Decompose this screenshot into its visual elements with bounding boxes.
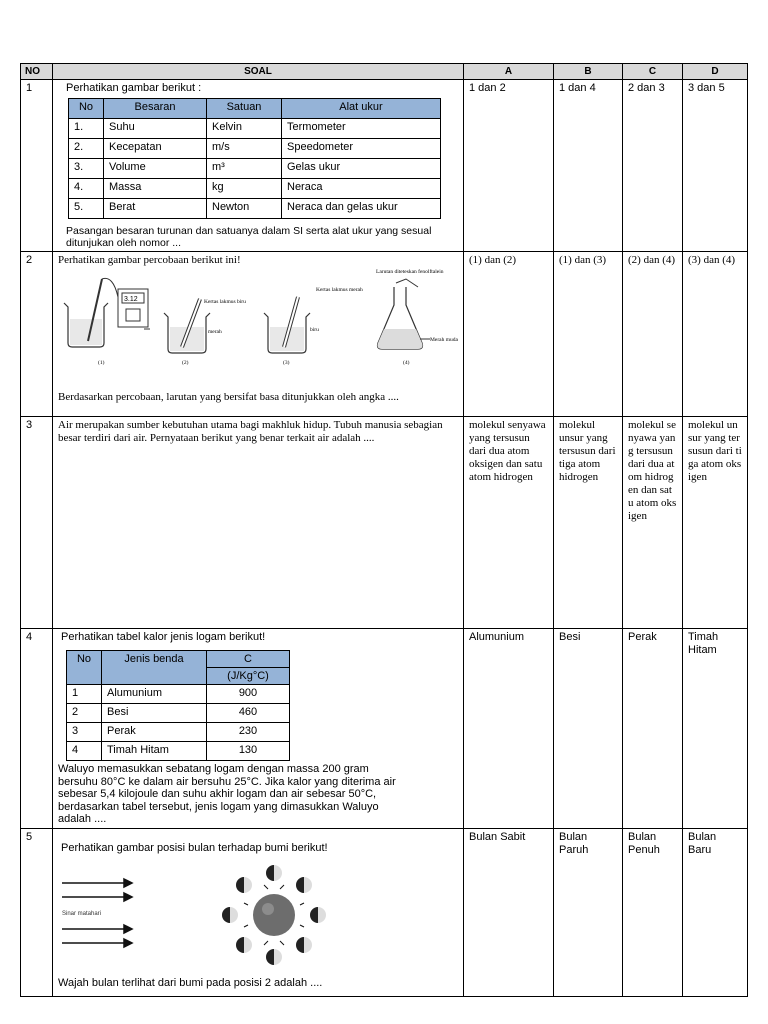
heat-table-header: C xyxy=(207,651,290,668)
question-line: adalah .... xyxy=(58,813,107,825)
option-a: Alumunium xyxy=(464,629,554,829)
header-d: D xyxy=(683,64,748,80)
table-cell: m/s xyxy=(207,139,282,159)
table-cell: Termometer xyxy=(282,119,441,139)
table-cell: 1 xyxy=(67,685,102,704)
table-cell: 1. xyxy=(69,119,104,139)
table-cell: Kelvin xyxy=(207,119,282,139)
table-cell: Besi xyxy=(102,704,207,723)
table-cell: Massa xyxy=(104,179,207,199)
header-soal: SOAL xyxy=(53,64,464,80)
units-table-header: Alat ukur xyxy=(282,99,441,119)
question-intro: Perhatikan gambar percobaan berikut ini! xyxy=(58,254,241,266)
heat-table-header: No xyxy=(67,651,102,685)
question-content: Air merupakan sumber kebutuhan utama bagi makhluk hidup. Tubuh manusia sebagian besar terdiri dari air. Pernyataan berikut yang benar terkait air adalah .... xyxy=(53,417,464,629)
table-row xyxy=(69,199,441,219)
label-kertas-biru: Kertas lakmus biru xyxy=(204,299,246,305)
label-larutan: Larutan diteteskan fenolftalein xyxy=(376,269,444,275)
table-row xyxy=(69,119,441,139)
table-cell: Alumunium xyxy=(102,685,207,704)
question-row-3 xyxy=(21,417,748,629)
question-number: 5 xyxy=(21,828,53,996)
table-cell: Berat xyxy=(104,199,207,219)
option-a: Bulan Sabit xyxy=(464,828,554,996)
label-merah-muda: Merah muda xyxy=(430,337,458,343)
table-cell: 460 xyxy=(207,704,290,723)
table-cell: 2 xyxy=(67,704,102,723)
option-b: (1) dan (3) xyxy=(554,252,623,417)
question-content xyxy=(53,629,464,829)
question-line: Waluyo memasukkan sebatang logam dengan massa 200 gram xyxy=(58,763,369,775)
table-cell: Speedometer xyxy=(282,139,441,159)
option-b: 1 dan 4 xyxy=(554,80,623,252)
option-c: Bulan Penuh xyxy=(623,828,683,996)
option-a: 1 dan 2 xyxy=(464,80,554,252)
question-intro: Perhatikan tabel kalor jenis logam berikut! xyxy=(61,631,266,643)
header-b: B xyxy=(554,64,623,80)
question-content xyxy=(53,828,464,996)
question-row-2 xyxy=(21,252,748,417)
question-intro: Perhatikan gambar posisi bulan terhadap bumi berikut! xyxy=(61,841,328,854)
table-cell: Perak xyxy=(102,723,207,742)
question-table xyxy=(20,63,748,997)
question-row-4 xyxy=(21,629,748,829)
table-cell: Neraca dan gelas ukur xyxy=(282,199,441,219)
table-cell: 130 xyxy=(207,742,290,761)
option-d: Timah Hitam xyxy=(683,629,748,829)
label-merah: merah xyxy=(208,329,222,335)
table-cell: Neraca xyxy=(282,179,441,199)
header-no: NO xyxy=(21,64,53,80)
table-cell: 4 xyxy=(67,742,102,761)
heat-table xyxy=(66,650,290,761)
option-d: (3) dan (4) xyxy=(683,252,748,417)
option-a: (1) dan (2) xyxy=(464,252,554,417)
option-d: 3 dan 5 xyxy=(683,80,748,252)
label-n1: (1) xyxy=(98,360,105,366)
table-row xyxy=(69,159,441,179)
meter-reading: 3.12 xyxy=(124,296,138,303)
flask-4 xyxy=(376,268,458,349)
units-table xyxy=(68,98,441,219)
heat-table-header: (J/Kg°C) xyxy=(207,668,290,685)
option-c: Perak xyxy=(623,629,683,829)
option-c: 2 dan 3 xyxy=(623,80,683,252)
table-cell: 4. xyxy=(69,179,104,199)
header-c: C xyxy=(623,64,683,80)
experiment-figure xyxy=(58,267,458,369)
question-content xyxy=(53,252,464,417)
option-d: Bulan Baru xyxy=(683,828,748,996)
moon-phase-figure xyxy=(58,855,458,975)
question-line: sebesar 5,4 kilojoule dan suhu akhir logam dan air sebesar 50°C, xyxy=(58,788,377,800)
table-cell: Newton xyxy=(207,199,282,219)
question-line: berdasarkan tabel tersebut, jenis logam yang dimasukkan Waluyo xyxy=(58,800,379,813)
question-row-1 xyxy=(21,80,748,252)
table-cell: 3. xyxy=(69,159,104,179)
question-text xyxy=(58,763,458,826)
beaker-2 xyxy=(164,299,246,353)
table-cell: 900 xyxy=(207,685,290,704)
table-row xyxy=(67,723,290,742)
option-c: (2) dan (4) xyxy=(623,252,683,417)
table-row xyxy=(67,685,290,704)
header-row xyxy=(21,64,748,80)
question-intro: Perhatikan gambar berikut : xyxy=(66,82,202,94)
question-number: 2 xyxy=(21,252,53,417)
units-table-header: No xyxy=(69,99,104,119)
label-n2: (2) xyxy=(182,360,189,366)
table-cell: Volume xyxy=(104,159,207,179)
question-number: 3 xyxy=(21,417,53,629)
table-cell: 230 xyxy=(207,723,290,742)
table-cell: m³ xyxy=(207,159,282,179)
table-cell: Kecepatan xyxy=(104,139,207,159)
table-cell: 5. xyxy=(69,199,104,219)
table-row xyxy=(69,139,441,159)
question-text: Wajah bulan terlihat dari bumi pada posisi 2 adalah .... xyxy=(58,976,323,989)
label-n4: (4) xyxy=(403,360,410,366)
earth xyxy=(253,894,295,936)
question-number: 1 xyxy=(21,80,53,252)
question-row-5 xyxy=(21,828,748,996)
option-b: molekul unsur yang tersusun dari tiga atom hidrogen xyxy=(554,417,623,629)
option-d: molekul unsur yang tersusun dari tiga atom oksigen xyxy=(683,417,748,629)
question-text: Berdasarkan percobaan, larutan yang bersifat basa ditunjukkan oleh angka .... xyxy=(58,391,399,403)
table-cell: Suhu xyxy=(104,119,207,139)
table-cell: Gelas ukur xyxy=(282,159,441,179)
label-n3: (3) xyxy=(283,360,290,366)
units-table-header: Besaran xyxy=(104,99,207,119)
table-cell: kg xyxy=(207,179,282,199)
table-row xyxy=(69,179,441,199)
table-cell: 2. xyxy=(69,139,104,159)
heat-table-header: Jenis benda xyxy=(102,651,207,685)
header-a: A xyxy=(464,64,554,80)
sun-label: Sinar matahari xyxy=(62,910,102,917)
option-c: molekul senyawa yang tersusun dari dua atom hidrogen dan satu atom oksigen xyxy=(623,417,683,629)
label-kertas-merah: Kertas lakmus merah xyxy=(316,287,363,293)
option-b: Besi xyxy=(554,629,623,829)
question-number: 4 xyxy=(21,629,53,829)
option-a: molekul senyawa yang tersusun dari dua atom oksigen dan satu atom hidrogen xyxy=(464,417,554,629)
question-content xyxy=(53,80,464,252)
question-text: Pasangan besaran turunan dan satuanya dalam SI serta alat ukur yang sesual ditunjukan oleh nomor ... xyxy=(66,225,432,249)
table-cell: Timah Hitam xyxy=(102,742,207,761)
table-cell: 3 xyxy=(67,723,102,742)
option-b: Bulan Paruh xyxy=(554,828,623,996)
table-row xyxy=(67,704,290,723)
beaker-1 xyxy=(64,278,150,347)
question-line: bersuhu 80°C ke dalam air bersuhu 25°C. Jika kalor yang diterima air xyxy=(58,775,396,788)
units-table-header: Satuan xyxy=(207,99,282,119)
beaker-3 xyxy=(264,287,363,353)
table-row xyxy=(67,742,290,761)
label-biru: biru xyxy=(310,327,319,333)
